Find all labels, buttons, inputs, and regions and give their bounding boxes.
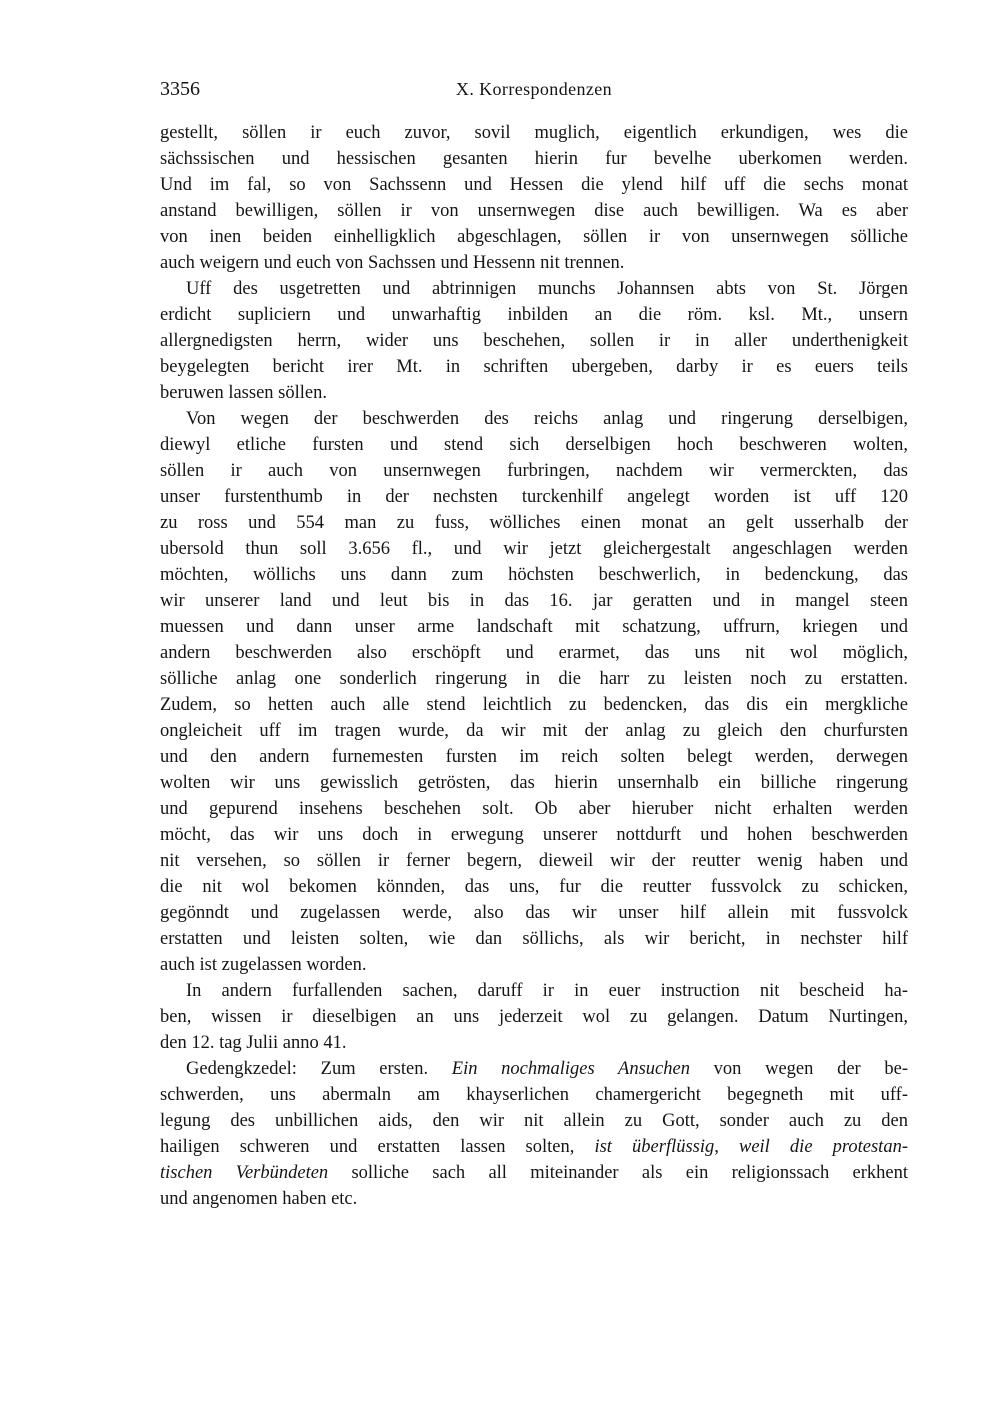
page-number: 3356 [160, 78, 200, 100]
text-segment: die nit wol bekomen könnden, das uns, fur die reutter fussvolck zu schicken, [160, 877, 908, 897]
text-segment: erstatten und leisten solten, wie dan söllichs, als wir bericht, in nechster hilf [160, 929, 908, 949]
text-segment: legung des unbillichen aids, den wir nit allein zu Gott, sonder auch zu den [160, 1111, 908, 1131]
text-line [160, 1160, 908, 1186]
paragraph [160, 406, 908, 978]
text-line [160, 666, 908, 692]
text-segment: ongleicheit uff im tragen wurde, da wir mit der anlag zu gleich den churfursten [160, 721, 908, 741]
text-line [160, 848, 908, 874]
text-line [160, 172, 908, 198]
text-line [160, 718, 908, 744]
text-line [160, 1186, 908, 1212]
page-body [160, 120, 908, 1212]
text-line [160, 692, 908, 718]
text-segment: In andern furfallenden sachen, daruff ir in euer instruction nit bescheid ha- [186, 981, 908, 1001]
text-line [160, 1082, 908, 1108]
italic-text-segment: Ein nochmaliges Ansuchen [451, 1059, 690, 1079]
text-line [160, 770, 908, 796]
text-line [160, 900, 908, 926]
text-line [160, 380, 908, 406]
text-segment: gestellt, söllen ir euch zuvor, sovil muglich, eigentlich erkundigen, wes die [160, 123, 908, 143]
text-block [160, 76, 908, 1212]
text-segment: muessen und dann unser arme landschaft mit schatzung, uffrurn, kriegen und [160, 617, 908, 637]
text-segment: von wegen der be- [689, 1059, 909, 1079]
italic-text-segment: tischen Verbündeten [160, 1163, 329, 1183]
text-segment: wir unserer land und leut bis in das 16. jar geratten und in mangel steen [160, 591, 908, 611]
paragraph [160, 1056, 908, 1212]
text-segment: schwerden, uns abermaln am khayserlichen chamergericht begegneth mit uff- [160, 1085, 908, 1105]
text-segment: Und im fal, so von Sachssenn und Hessen die ylend hilf uff die sechs monat [160, 175, 908, 195]
text-line [160, 952, 908, 978]
text-line [160, 614, 908, 640]
text-line [160, 302, 908, 328]
text-line [160, 1030, 908, 1056]
paragraph [160, 120, 908, 276]
text-line [160, 822, 908, 848]
text-segment: hailigen schweren und erstatten lassen solten, [160, 1137, 595, 1157]
text-line [160, 796, 908, 822]
text-segment: Von wegen der beschwerden des reichs anlag und ringerung derselbigen, [186, 409, 908, 429]
text-segment: beygelegten bericht irer Mt. in schriften ubergeben, darby ir es euers teils [160, 357, 908, 377]
text-line [160, 1056, 908, 1082]
text-line [160, 328, 908, 354]
text-line [160, 146, 908, 172]
text-segment: anstand bewilligen, söllen ir von unsernwegen dise auch bewilligen. Wa es aber [160, 201, 908, 221]
text-segment: erdicht supliciern und unwarhaftig inbilden an die röm. ksl. Mt., unsern [160, 305, 908, 325]
text-segment: ben, wissen ir dieselbigen an uns jederzeit wol zu gelangen. Datum Nurtingen, [160, 1007, 908, 1027]
text-line [160, 224, 908, 250]
text-segment: und angenomen haben etc. [160, 1189, 358, 1209]
text-line [160, 432, 908, 458]
text-segment: Uff des usgetretten und abtrinnigen munchs Johannsen abts von St. Jörgen [186, 279, 908, 299]
text-segment: sölliche anlag one sonderlich ringerung in die harr zu leisten noch zu erstatten. [160, 669, 908, 689]
paragraph [160, 276, 908, 406]
text-segment: auch weigern und euch von Sachssen und Hessenn nit trennen. [160, 253, 625, 273]
text-segment: von inen beiden einhelligklich abgeschlagen, söllen ir von unsernwegen sölliche [160, 227, 908, 247]
text-line [160, 1108, 908, 1134]
text-line [160, 458, 908, 484]
text-segment: söllen ir auch von unsernwegen furbringen, nachdem wir vermerckten, das [160, 461, 908, 481]
text-segment: möcht, das wir uns doch in erwegung unserer nottdurft und hohen beschwerden [160, 825, 908, 845]
text-line [160, 276, 908, 302]
text-segment: unser furstenthumb in der nechsten turckenhilf angelegt worden ist uff 120 [160, 487, 908, 507]
paragraph [160, 978, 908, 1056]
text-segment: nit versehen, so söllen ir ferner begern, dieweil wir der reutter wenig haben und [160, 851, 908, 871]
text-line [160, 354, 908, 380]
text-segment: ubersold thun soll 3.656 fl., und wir jetzt gleichergestalt angeschlagen werden [160, 539, 908, 559]
text-line [160, 978, 908, 1004]
text-segment: sächssischen und hessischen gesanten hierin fur bevelhe uberkomen werden. [160, 149, 908, 169]
text-line [160, 536, 908, 562]
text-segment: auch ist zugelassen worden. [160, 955, 367, 975]
text-line [160, 484, 908, 510]
italic-text-segment: ist überflüssig, weil die protestan- [594, 1137, 908, 1157]
text-segment: wolten wir uns gewisslich getrösten, das hierin unsernhalb ein billiche ringerung [160, 773, 908, 793]
text-segment: andern beschwerden also erschöpft und erarmet, das uns nit wol möglich, [160, 643, 908, 663]
running-header: X. Korrespondenzen [455, 79, 613, 99]
text-segment: den 12. tag Julii anno 41. [160, 1033, 347, 1053]
text-line [160, 588, 908, 614]
text-line [160, 640, 908, 666]
text-line [160, 562, 908, 588]
text-segment: beruwen lassen söllen. [160, 383, 327, 403]
text-segment: und gepurend insehens beschehen solt. Ob aber hieruber nicht erhalten werden [160, 799, 908, 819]
text-segment: Gedengkzedel: Zum ersten. [186, 1059, 452, 1079]
text-line [160, 1004, 908, 1030]
text-segment: möchten, wöllichs uns dann zum höchsten beschwerlich, in bedenckung, das [160, 565, 908, 585]
text-line [160, 120, 908, 146]
text-segment: diewyl etliche fursten und stend sich derselbigen hoch beschweren wolten, [160, 435, 908, 455]
text-segment: Zudem, so hetten auch alle stend leichtlich zu bedencken, das dis ein mergkliche [160, 695, 908, 715]
text-segment: gegönndt und zugelassen werde, also das wir unser hilf allein mit fussvolck [160, 903, 908, 923]
text-segment: allergnedigsten herrn, wider uns beschehen, sollen ir in aller underthenigkeit [160, 331, 908, 351]
text-line [160, 250, 908, 276]
text-line [160, 406, 908, 432]
text-segment: solliche sach all miteinander als ein religionssach erkhent [328, 1163, 909, 1183]
text-line [160, 744, 908, 770]
text-line [160, 874, 908, 900]
text-line [160, 198, 908, 224]
text-line [160, 926, 908, 952]
text-line [160, 510, 908, 536]
text-segment: zu ross und 554 man zu fuss, wölliches einen monat an gelt usserhalb der [160, 513, 908, 533]
text-segment: und den andern furnemesten fursten im reich solten belegt werden, derwegen [160, 747, 908, 767]
page-header [160, 76, 908, 102]
text-line [160, 1134, 908, 1160]
